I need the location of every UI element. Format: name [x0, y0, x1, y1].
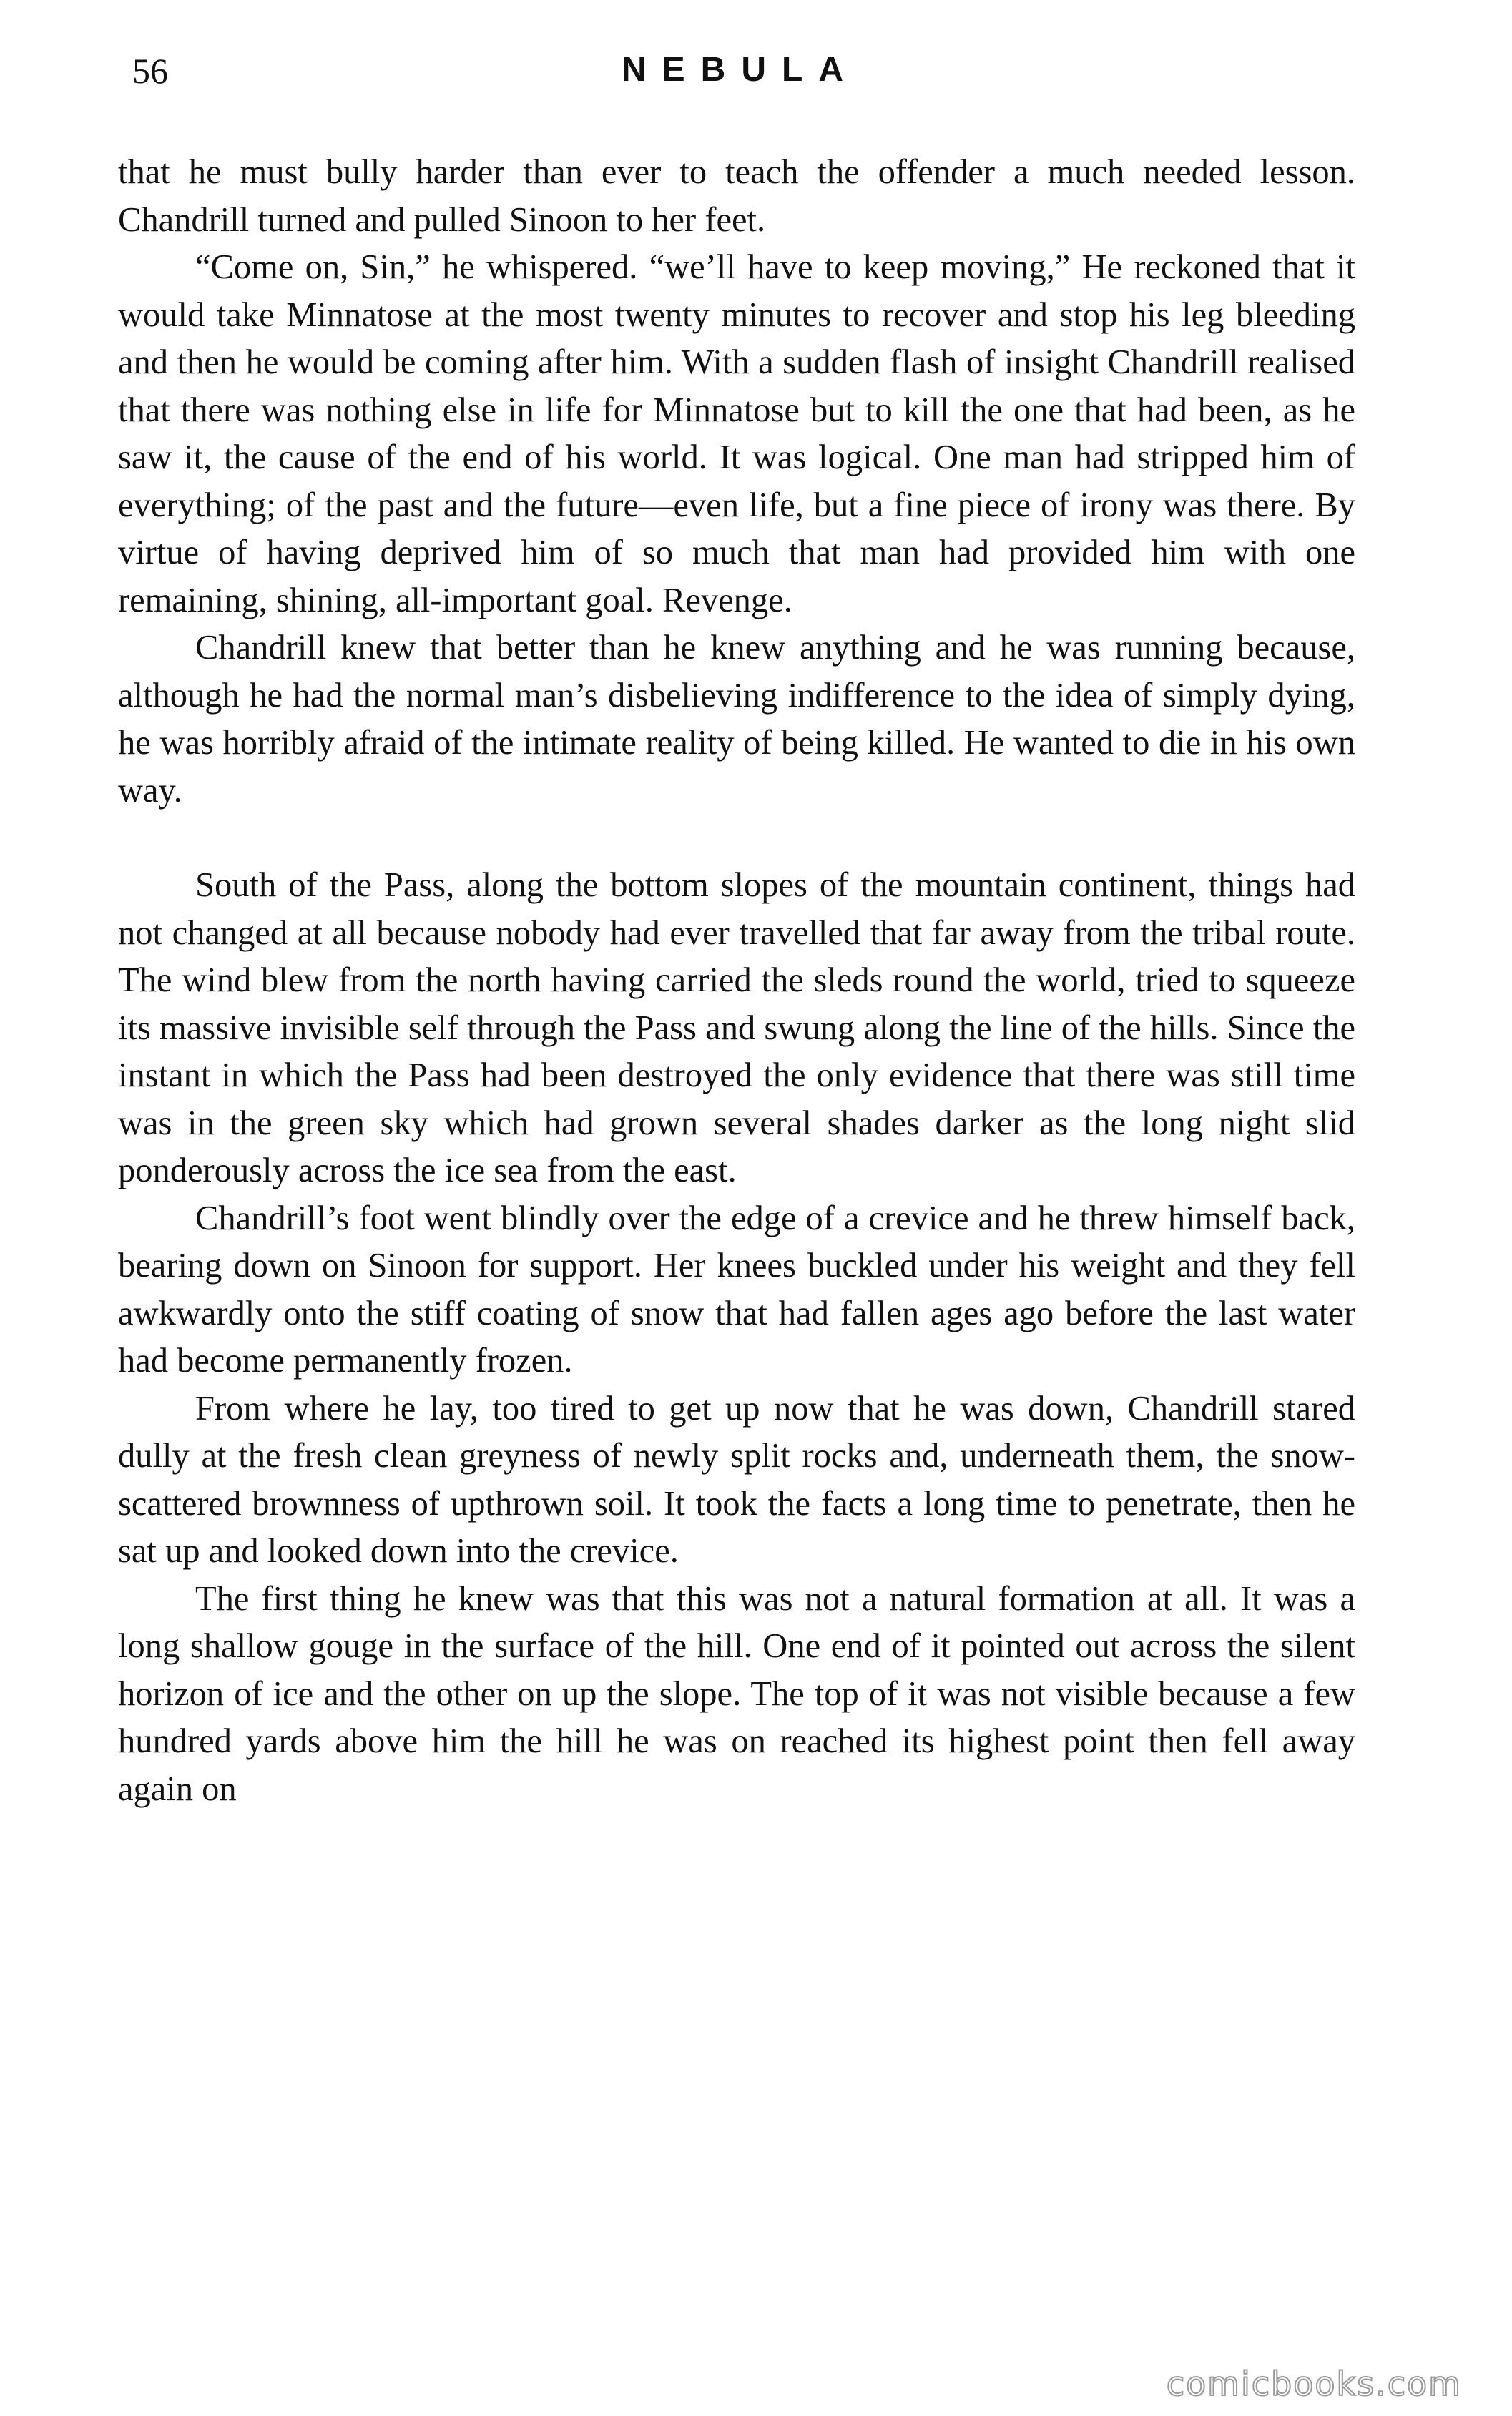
watermark: comicbooks.com — [1166, 2365, 1462, 2403]
page-number: 56 — [132, 51, 168, 91]
story-text — [118, 149, 1355, 1813]
running-title: NEBULA — [622, 51, 859, 89]
page-header — [125, 50, 1355, 107]
paragraph: Chandrill knew that better than he knew anything and he was running because, although he had the normal man’s disbelieving indifference to the idea of simply dying, he was horribly afraid of the intimate reality of being killed. He wanted to die in his own way. — [118, 629, 1355, 810]
paragraph: Chandrill’s foot went blindly over the edge of a crevice and he threw himself back, bearing down on Sinoon for support. Her knees buckled under his weight and they fell awkwardly onto the stiff coating of snow that had fallen ages ago before the last water had become permanently frozen. — [118, 1199, 1355, 1380]
paragraph: that he must bully harder than ever to teach the offender a much needed lesson. Chandrill turned and pulled Sinoon to her feet. — [118, 153, 1355, 239]
paragraph: South of the Pass, along the bottom slopes of the mountain continent, things had not changed at all because nobody had ever travelled that far away from the tribal route. The wind blew from the north having carried the sleds round the world, tried to squeeze its massive invisible self through the Pass and swung along the line of the hills. Since the instant in which the Pass had been destroyed the only evidence that there was still time was in the green sky which had grown several shades darker as the long night slid ponderously across the ice sea from the east. — [118, 866, 1355, 1189]
paragraph: From where he lay, too tired to get up now that he was down, Chandrill stared dully at the fresh clean greyness of newly split rocks and, underneath them, the snow-scattered brownness of upthrown soil. It took the facts a long time to penetrate, then he sat up and looked down into the crevice. — [118, 1389, 1355, 1570]
paragraph: “Come on, Sin,” he whispered. “we’ll have to keep moving,” He reckoned that it would take Minnatose at the most twenty minutes to recover and stop his leg bleeding and then he would be coming after him. With a sudden flash of insight Chandrill realised that there was nothing else in life for Minnatose but to kill the one that had been, as he saw it, the cause of the end of his world. It was logical. One man had stripped him of everything; of the past and the future—even life, but a fine piece of irony was there. By virtue of having deprived him of so much that man had provided him with one remaining, shining, all-important goal. Revenge. — [118, 248, 1355, 619]
paragraph: The first thing he knew was that this was not a natural formation at all. It was a long shallow gouge in the surface of the hill. One end of it pointed out across the silent horizon of ice and the other on up the slope. The top of it was not visible because a few hundred yards above him the hill he was on reached its highest point then fell away again on — [118, 1579, 1355, 1808]
